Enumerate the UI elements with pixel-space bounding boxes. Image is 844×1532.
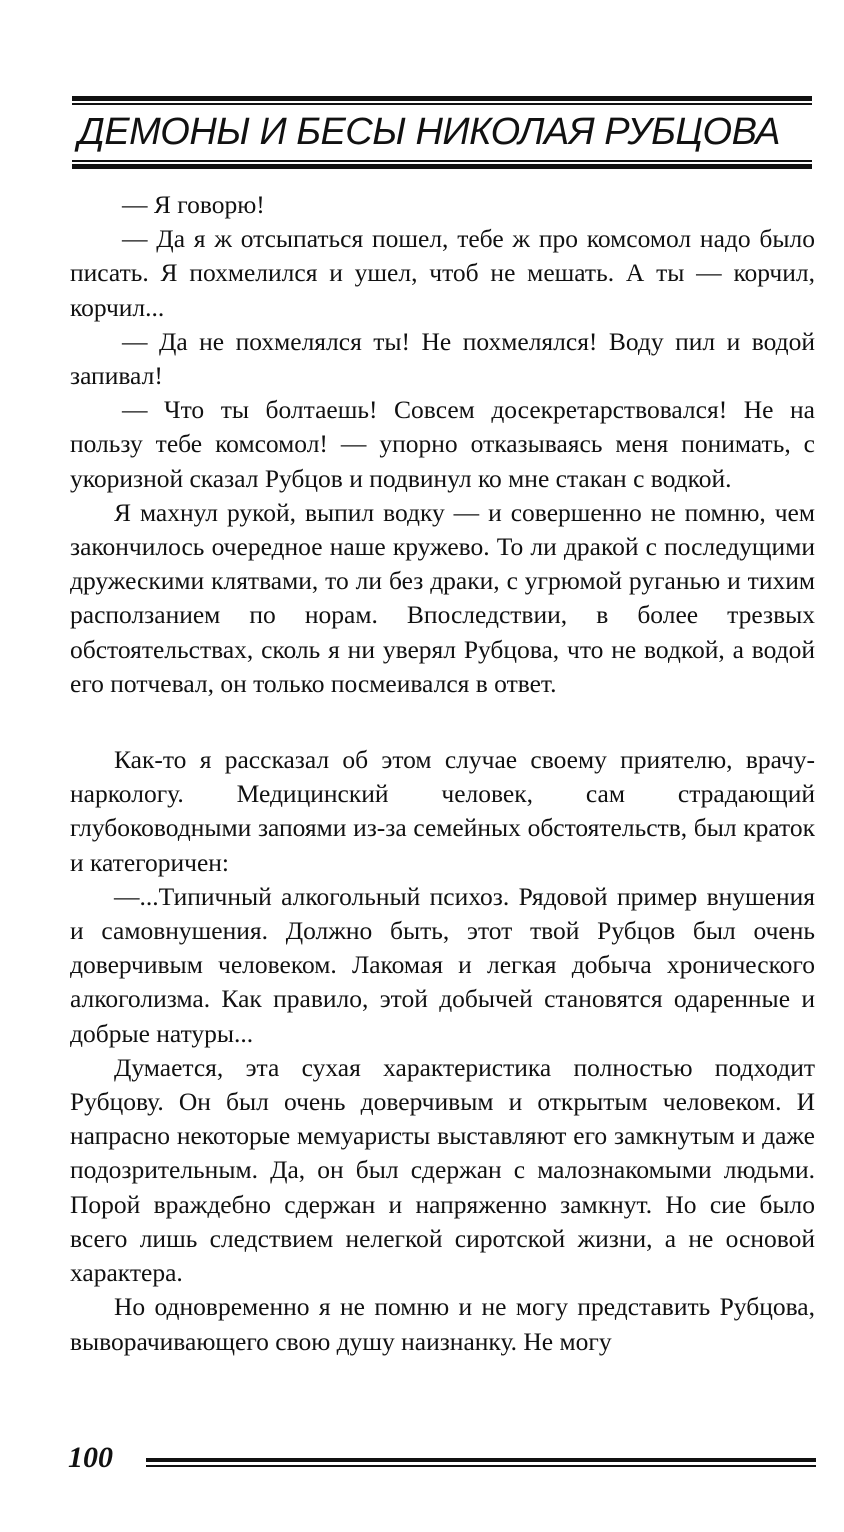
header-rule-top-thin <box>72 103 812 105</box>
paragraph-1: — Я говорю! <box>122 190 265 219</box>
header-rule-bottom-thick <box>72 164 812 169</box>
paragraph-5: Я махнул рукой, выпил водку — и совершенно не помню, чем закончилось очередное наше кружево. То ли дракой с последущими дружескими клятвами, то ли без драки, с угрюмой руганью и тихим расползанием по норам. Впоследствии, в более трезвых обстоятельствах, сколь я ни уверял Рубцова, что не водкой, а водой его потчевал, он только посмеивался в ответ. <box>70 497 815 698</box>
page-body <box>70 188 815 1359</box>
paragraph-2: — Да я ж отсыпаться пошел, тебе ж про комсомол надо было писать. Я похмелился и ушел, чтоб не мешать. А ты — корчил, корчил... <box>70 224 815 322</box>
paragraph-4: — Что ты болтаешь! Совсем досекретарствовался! Не на пользу тебе комсомол! — упорно отказываясь меня понимать, с укоризной сказал Рубцов и подвинул ко мне стакан с водкой. <box>70 395 815 493</box>
paragraph-7: —...Типичный алкогольный психоз. Рядовой пример внушения и самовнушения. Должно быть, этот твой Рубцов был очень доверчивым человеком. Лакомая и легкая добыча хронического алкоголизма. Как правило, этой добычей становятся одаренные и добрые натуры... <box>70 881 815 1048</box>
paragraph-6: Как-то я рассказал об этом случае своему приятелю, врачу-наркологу. Медицинский человек, сам страдающий глубоководными запоями из-за семейных обстоятельств, был краток и категоричен: <box>70 745 815 877</box>
paragraph-3: — Да не похмелялся ты! Не похмелялся! Воду пил и водой запивал! <box>70 326 815 391</box>
paragraph-9: Но одновременно я не помню и не могу представить Рубцова, выворачивающего свою душу наизнанку. Не могу <box>70 1292 815 1356</box>
running-header-title: ДЕМОНЫ И БЕСЫ НИКОЛАЯ РУБЦОВА <box>78 111 781 153</box>
footer-rule-thin <box>146 1465 816 1467</box>
footer-rule-thick <box>146 1458 816 1462</box>
paragraph-8: Думается, эта сухая характеристика полностью подходит Рубцову. Он был очень доверчивым и открытым человеком. И напрасно некоторые мемуаристы выставляют его замкнутым и даже подозрительным. Да, он был сдержан с малознакомыми людьми. Порой враждебно сдержан и напряженно замкнут. Но сие было всего лишь следствием нелегкой сиротской жизни, а не основой характера. <box>70 1052 815 1288</box>
page-number: 100 <box>68 1441 113 1474</box>
header-rule-top-thick <box>72 96 812 101</box>
header-rule-bottom-thin <box>72 160 812 162</box>
section-break <box>70 701 815 743</box>
